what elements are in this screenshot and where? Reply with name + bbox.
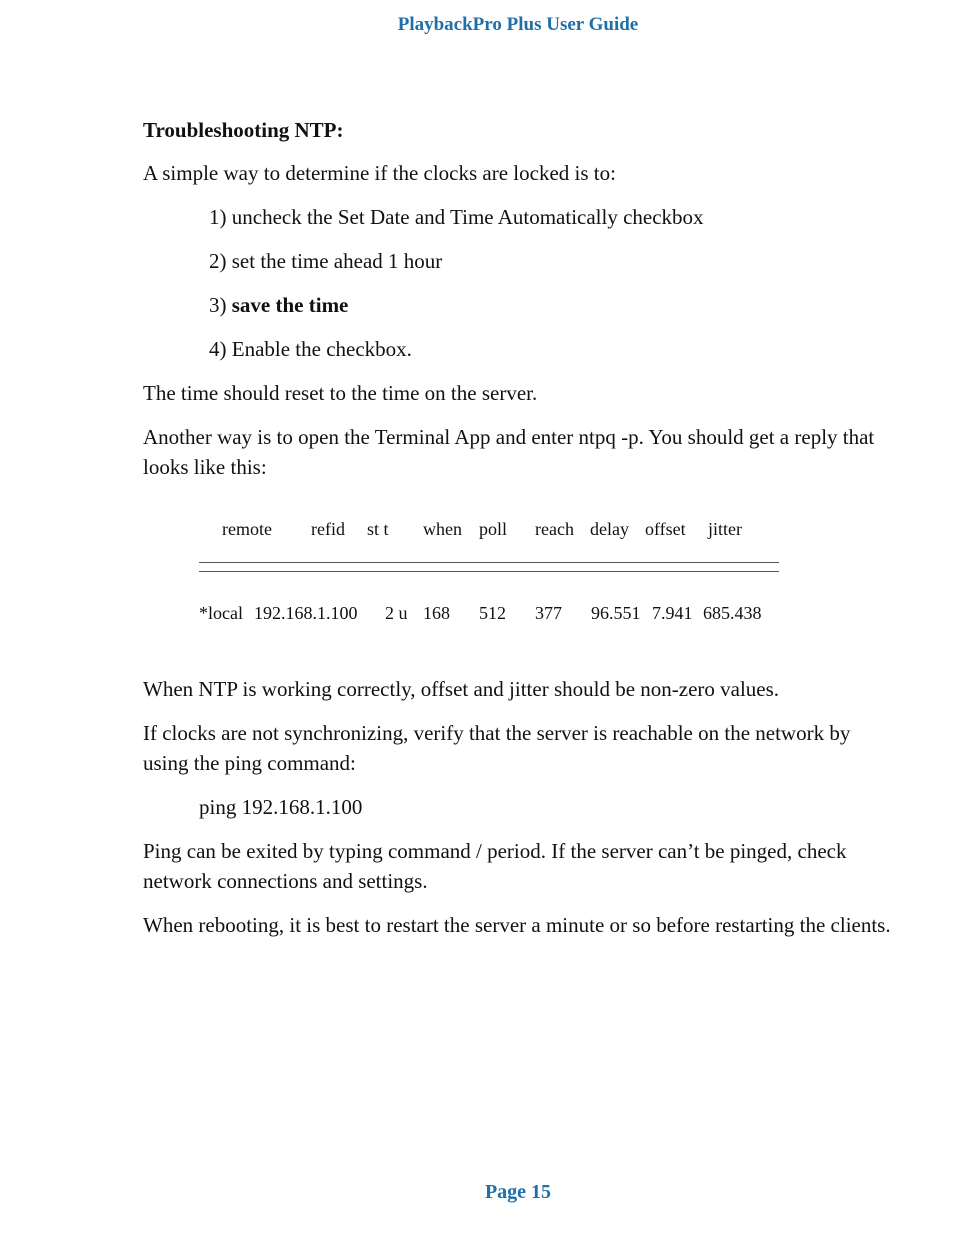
page-number: Page 15 [484, 1181, 552, 1203]
step-text: Enable the checkbox. [231, 337, 412, 361]
step-item [209, 246, 893, 276]
ntpq-header-delay: delay [590, 519, 629, 539]
ntpq-cell-reach: 377 [535, 603, 562, 623]
ping-paragraph: If clocks are not synchronizing, verify that the server is reachable on the network by using the ping command: [143, 721, 851, 775]
step-item [209, 334, 893, 364]
ntpq-cell-remote: *local [199, 603, 243, 623]
step-item [209, 290, 893, 320]
ntpq-header-poll: poll [479, 519, 508, 539]
ntpq-output [143, 496, 893, 674]
ntpq-cell-delay: 96.551 [591, 603, 641, 623]
ntpq-separator [199, 562, 779, 572]
ntpq-header-jitter: jitter [708, 519, 742, 539]
steps-list [143, 202, 893, 364]
ntpq-cell-poll: 512 [479, 603, 506, 623]
ntpq-header-remote: remote [222, 519, 272, 539]
terminal-paragraph: Another way is to open the Terminal App and enter ntpq -p. You should get a reply that looks like this: [143, 425, 875, 479]
reset-paragraph: The time should reset to the time on the server. [143, 381, 538, 405]
intro-paragraph: A simple way to determine if the clocks are locked is to: [143, 161, 616, 185]
step-number: 1) [209, 205, 232, 229]
ntpq-cell-stt: 2 u [385, 603, 408, 623]
ntpq-header-offset: offset [645, 519, 686, 539]
ntpq-header-reach: reach [535, 519, 574, 539]
page-header-title: PlaybackPro Plus User Guide [397, 14, 639, 35]
ntpq-cell-jitter: 685.438 [703, 603, 762, 623]
reboot-paragraph: When rebooting, it is best to restart the server a minute or so before restarting the clients. [143, 913, 891, 937]
ntpq-header-stt: st t [367, 519, 389, 539]
step-number: 2) [209, 249, 232, 273]
document-body [143, 115, 893, 954]
step-item [209, 202, 893, 232]
ping-command: ping 192.168.1.100 [199, 795, 363, 819]
working-paragraph: When NTP is working correctly, offset and jitter should be non-zero values. [143, 677, 780, 701]
step-text: set the time ahead 1 hour [231, 249, 443, 273]
step-text: uncheck the Set Date and Time Automatically checkbox [231, 205, 704, 229]
ntpq-cell-refid: 192.168.1.100 [254, 603, 358, 623]
step-number: 3) [209, 293, 232, 317]
step-text: save the time [231, 293, 349, 317]
section-heading: Troubleshooting NTP: [143, 118, 344, 142]
ntpq-cell-offset: 7.941 [652, 603, 693, 623]
step-number: 4) [209, 337, 232, 361]
ntpq-header-when: when [423, 519, 462, 539]
ntpq-header-refid: refid [311, 519, 345, 539]
exit-paragraph: Ping can be exited by typing command / period. If the server can’t be pinged, check network connections and settings. [143, 839, 847, 893]
ntpq-cell-when: 168 [423, 603, 450, 623]
